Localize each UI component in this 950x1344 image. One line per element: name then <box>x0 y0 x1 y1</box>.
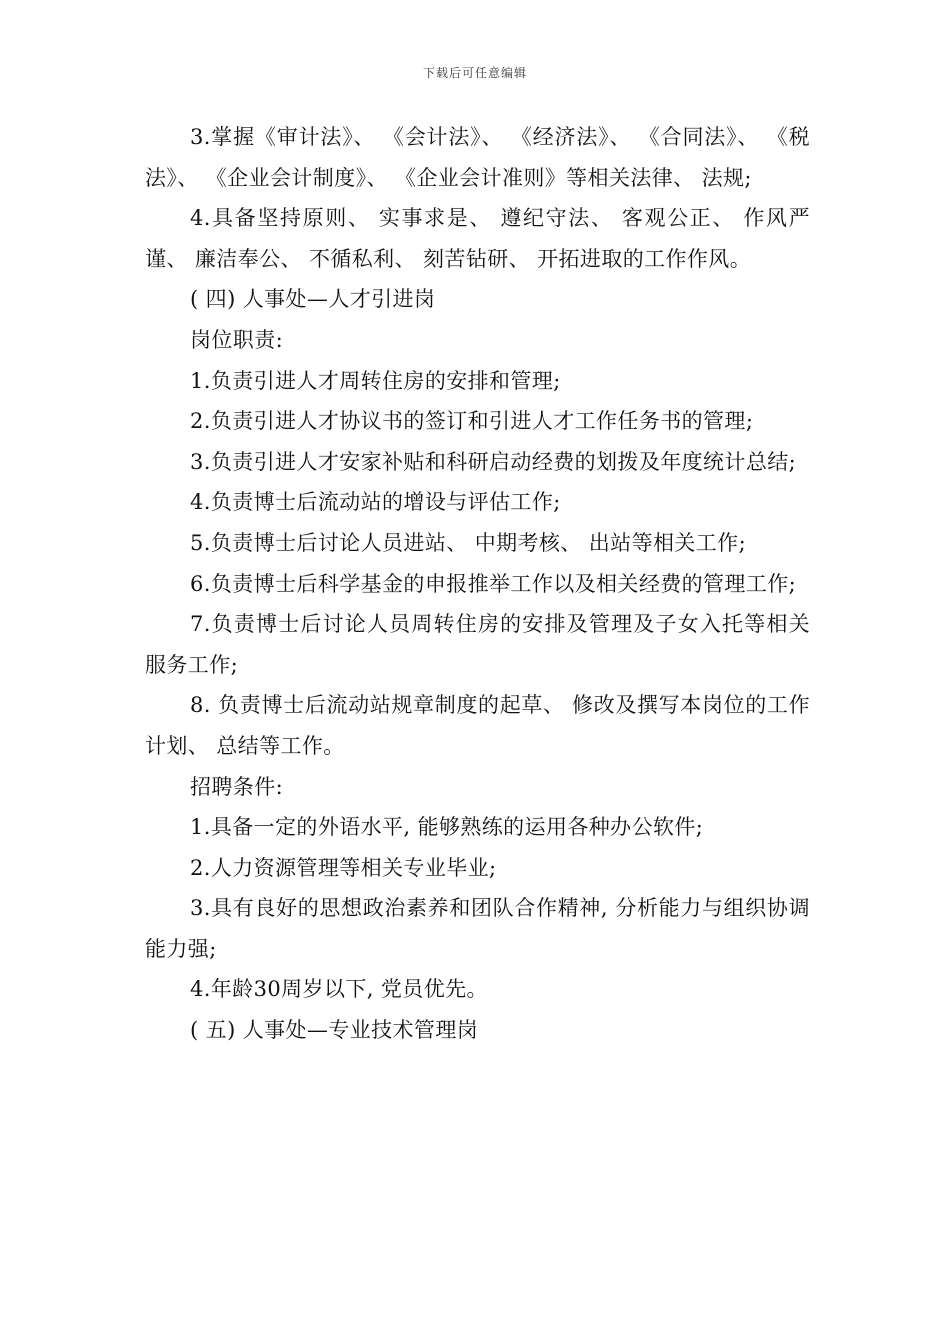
list-item: 1.具备一定的外语水平, 能够熟练的运用各种办公软件; <box>190 815 704 840</box>
list-item: 8. 负责博士后流动站规章制度的起草、 修改及撰写本岗位的工作计划、 总结等工作。 <box>145 693 810 758</box>
list-item: 3.具有良好的思想政治素养和团队合作精神, 分析能力与组织协调能力强; <box>145 896 810 961</box>
list-item: 4.负责博士后流动站的增设与评估工作; <box>190 490 561 515</box>
list-item: 2.人力资源管理等相关专业毕业; <box>190 855 497 880</box>
list-item: 6.负责博士后科学基金的申报推举工作以及相关经费的管理工作; <box>190 571 797 596</box>
list-item: 1.负责引进人才周转住房的安排和管理; <box>190 368 561 393</box>
list-item: 2.负责引进人才协议书的签订和引进人才工作任务书的管理; <box>190 409 754 434</box>
list-item: 4.年龄30周岁以下, 党员优先。 <box>190 977 488 1002</box>
subheading-job-duties: 岗位职责: <box>190 327 284 352</box>
list-item: 5.负责博士后讨论人员进站、 中期考核、 出站等相关工作; <box>190 530 747 555</box>
section-heading-talent-recruitment: ( 四) 人事处—人才引进岗 <box>190 287 436 312</box>
paragraph-work-style: 4.具备坚持原则、 实事求是、 遵纪守法、 客观公正、 作风严谨、 廉洁奉公、 不循私利、 刻苦钻研、 开拓进取的工作作风。 <box>145 206 810 271</box>
document-body <box>145 117 810 1051</box>
paragraph-audit-laws: 3.掌握《审计法》、 《会计法》、 《经济法》、 《合同法》、 《税法》、 《企业会计制度》、 《企业会计准则》等相关法律、 法规; <box>145 125 810 190</box>
subheading-recruitment-conditions: 招聘条件: <box>190 774 284 799</box>
list-item: 7.负责博士后讨论人员周转住房的安排及管理及子女入托等相关服务工作; <box>145 612 810 677</box>
section-heading-technical-management: ( 五) 人事处—专业技术管理岗 <box>190 1018 479 1043</box>
page-header: 下载后可任意编辑 <box>422 66 527 80</box>
list-item: 3.负责引进人才安家补贴和科研启动经费的划拨及年度统计总结; <box>190 449 797 474</box>
